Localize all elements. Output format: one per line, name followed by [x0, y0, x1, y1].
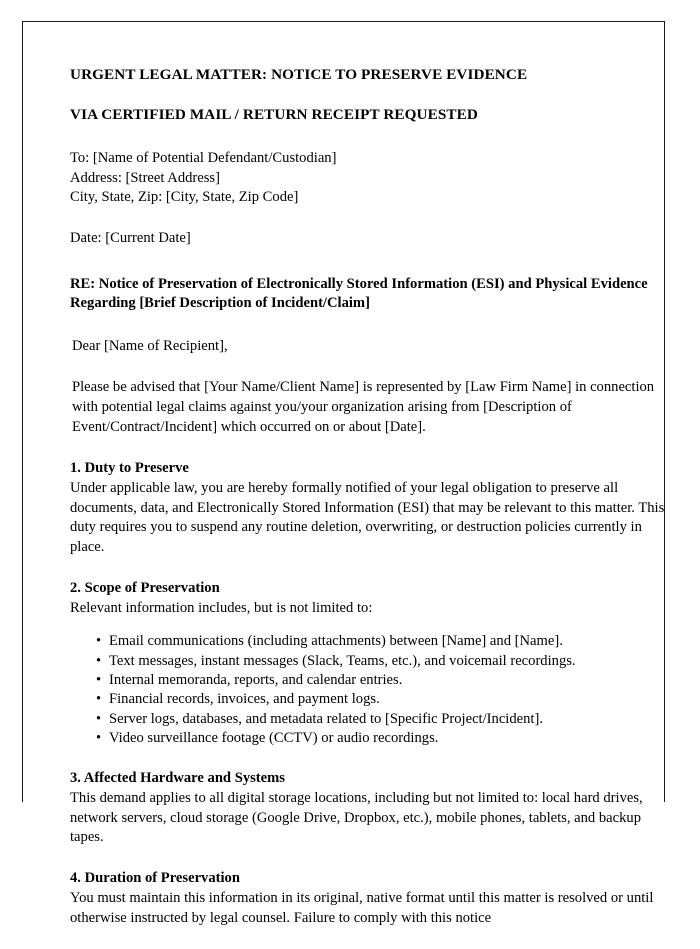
bullet-point-icon: •	[96, 710, 102, 727]
section-heading: 4. Duration of Preservation	[70, 870, 240, 887]
bullet-point-icon: •	[96, 671, 102, 688]
recipient-city-state-zip-line: City, State, Zip: [City, State, Zip Code]	[70, 188, 299, 205]
section-text: You must maintain this information in its original, native format until this matter is resolved or until otherwise instructed by legal counsel. Failure to comply with this notice	[70, 890, 654, 926]
intro-paragraph: Please be advised that [Your Name/Client Name] is represented by [Law Firm Name] in connection with potential legal claims against you/your organization arising from [Description of Event/Contract/Incident] which occurred on or about [Date].	[72, 379, 655, 435]
list-item	[70, 652, 673, 671]
section-text: Under applicable law, you are hereby formally notified of your legal obligation to preserve all documents, data, and Electronically Stored Information (ESI) that may be relevant to this matter. This duty requires you to suspend any routine deletion, overwriting, or destruction policies currently in place.	[70, 480, 665, 556]
date-line: Date: [Current Date]	[70, 230, 191, 247]
bullet-point-icon: •	[96, 729, 102, 746]
section-heading: 2. Scope of Preservation	[70, 579, 220, 596]
section-scope-of-preservation	[70, 579, 673, 749]
section-text: This demand applies to all digital storage locations, including but not limited to: local hard drives, network servers, cloud storage (Google Drive, Dropbox, etc.), mobile phones, tablets, and backup tapes.	[70, 790, 643, 846]
recipient-address-line: Address: [Street Address]	[70, 169, 220, 186]
bullet-point-icon: •	[96, 691, 102, 708]
section-affected-hardware-and-systems	[70, 769, 673, 848]
document-subtitle: VIA CERTIFIED MAIL / RETURN RECEIPT REQUESTED	[70, 105, 478, 123]
section-heading: 1. Duty to Preserve	[70, 460, 189, 477]
list-item-label: Email communications (including attachments) between [Name] and [Name].	[109, 633, 563, 650]
list-item	[70, 710, 673, 729]
list-item	[70, 729, 673, 748]
list-item	[70, 632, 673, 651]
list-item	[70, 690, 673, 709]
list-item-label: Internal memoranda, reports, and calendar entries.	[109, 671, 403, 688]
bullet-point-icon: •	[96, 652, 102, 669]
list-item	[70, 671, 673, 690]
list-item-label: Text messages, instant messages (Slack, Teams, etc.), and voicemail recordings.	[109, 652, 576, 669]
section-duty-to-preserve	[70, 459, 673, 557]
document-body	[70, 66, 673, 949]
list-item-label: Server logs, databases, and metadata related to [Specific Project/Incident].	[109, 710, 543, 727]
section-heading: 3. Affected Hardware and Systems	[70, 770, 285, 787]
recipient-address-block	[70, 149, 673, 207]
recipient-to-line: To: [Name of Potential Defendant/Custodian]	[70, 150, 337, 167]
list-item-label: Video surveillance footage (CCTV) or audio recordings.	[109, 729, 439, 746]
bullet-point-icon: •	[96, 633, 102, 650]
section-duration-of-preservation	[70, 869, 673, 928]
document-title: URGENT LEGAL MATTER: NOTICE TO PRESERVE EVIDENCE	[70, 66, 528, 83]
scope-bullet-list	[70, 632, 673, 748]
list-item-label: Financial records, invoices, and payment logs.	[109, 691, 380, 708]
re-subject-line: RE: Notice of Preservation of Electronically Stored Information (ESI) and Physical Evidence Regarding [Brief Description of Incident/Claim]	[70, 275, 648, 311]
document-page-frame	[22, 21, 665, 926]
section-text: Relevant information includes, but is not limited to:	[70, 599, 373, 616]
salutation: Dear [Name of Recipient],	[72, 337, 228, 354]
